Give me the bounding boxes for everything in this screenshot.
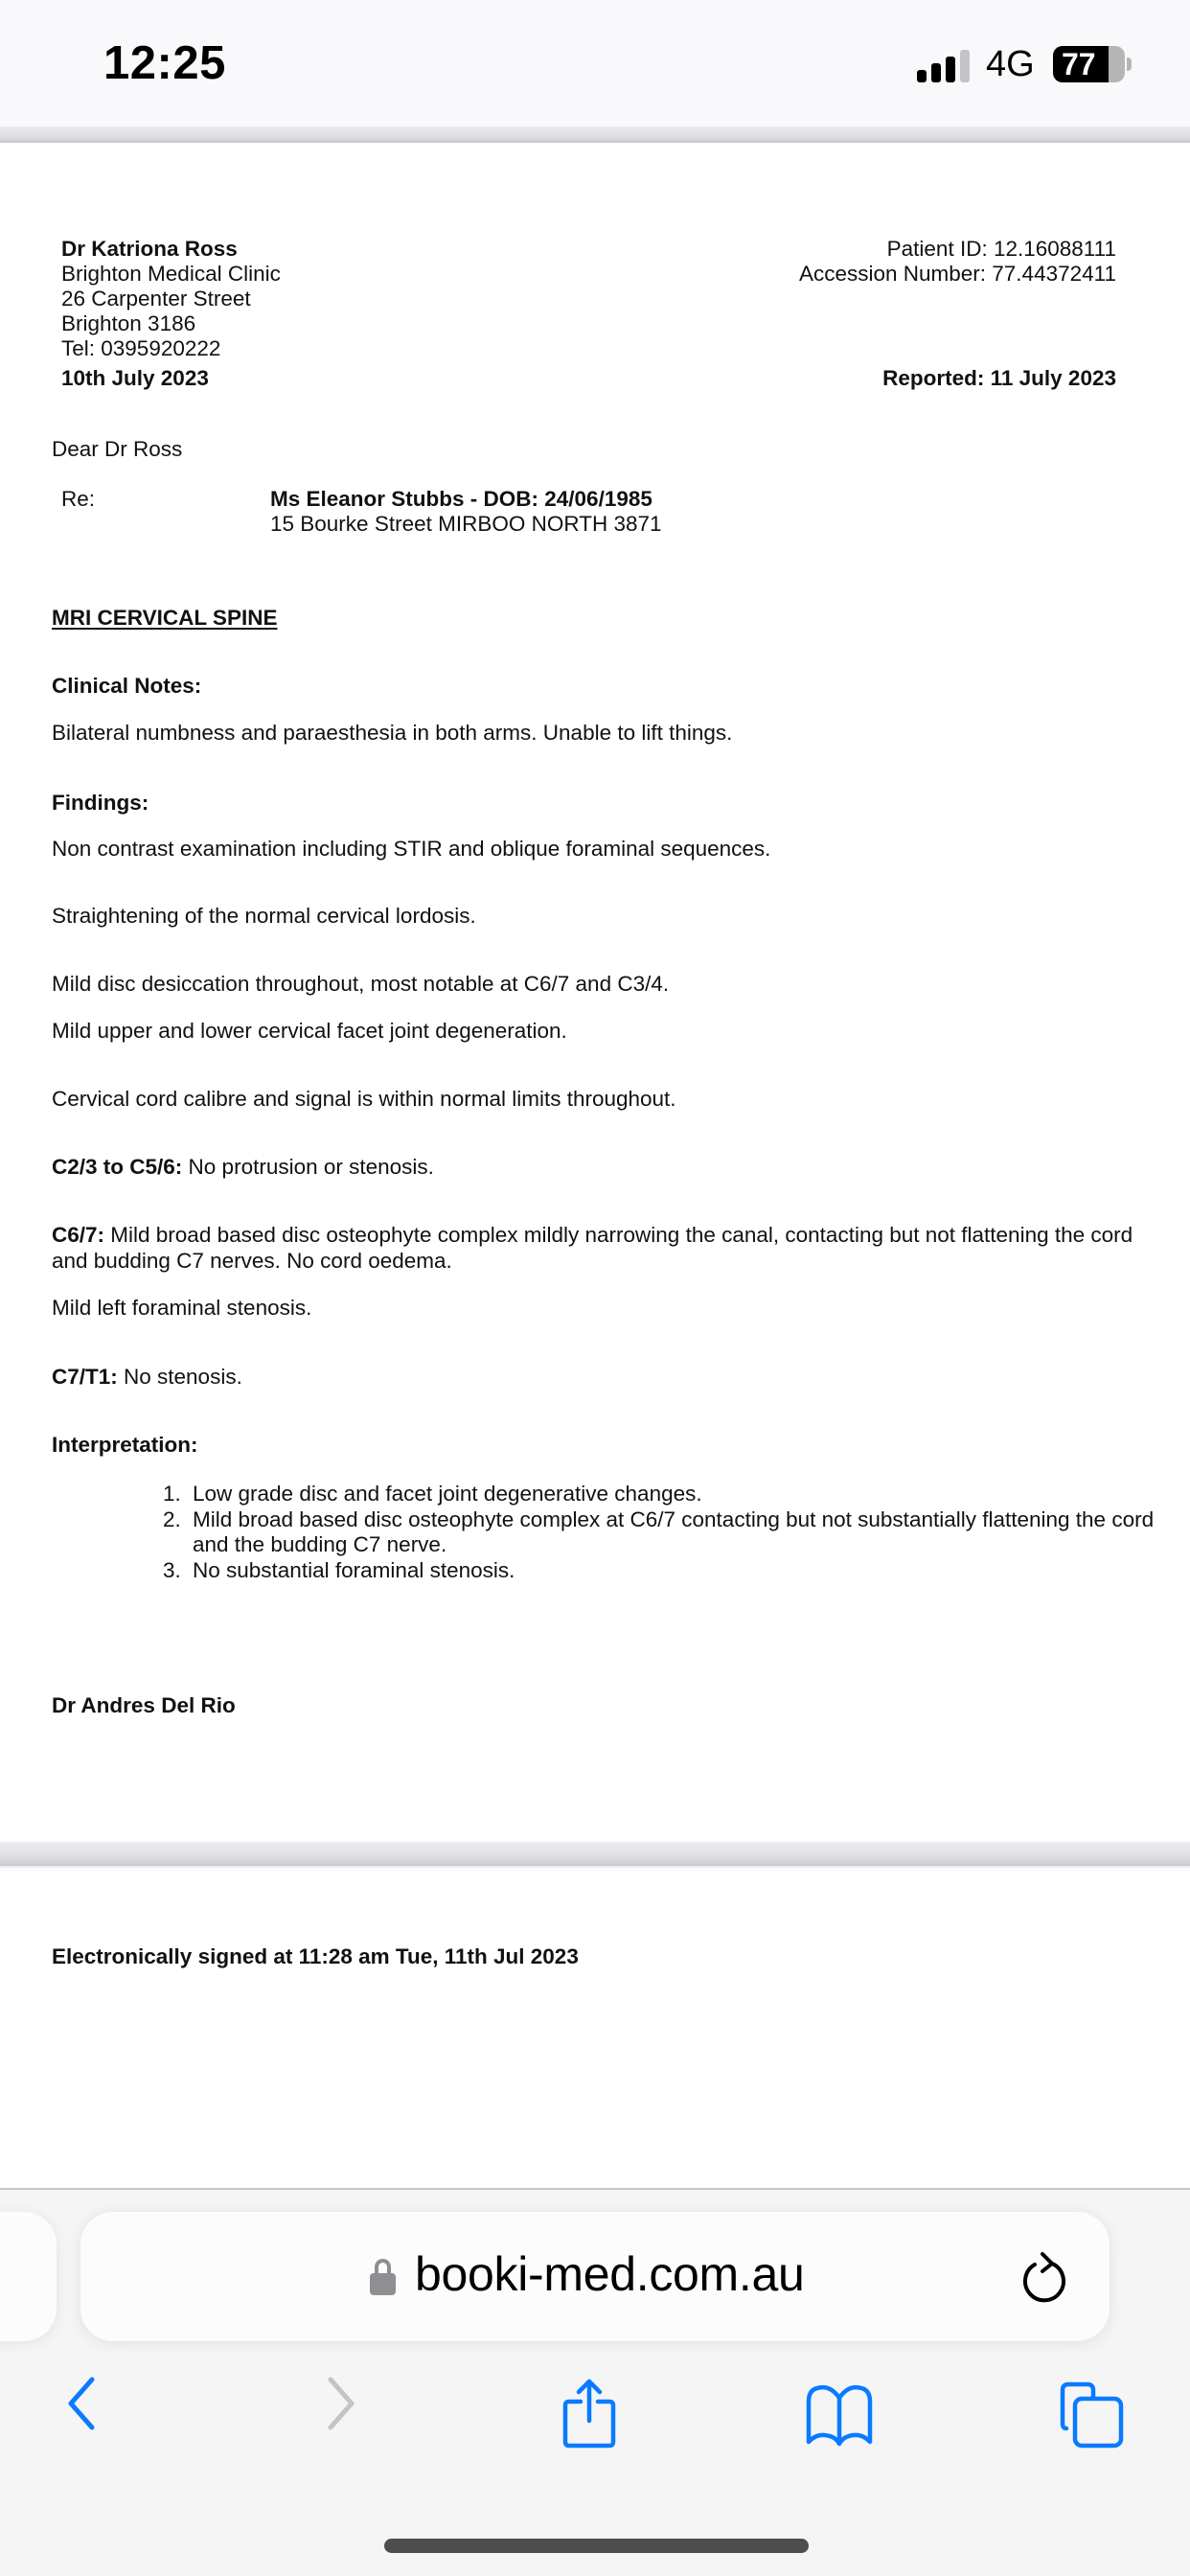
finding-facet: Mild upper and lower cervical facet joint degeneration.: [52, 1019, 567, 1043]
lock-icon: [370, 2259, 396, 2295]
patient-id: Patient ID: 12.16088111: [886, 237, 1116, 261]
electronic-signature: Electronically signed at 11:28 am Tue, 11th Jul 2023: [52, 1944, 579, 1968]
interpretation-item: [161, 1507, 1190, 1558]
accession-number: Accession Number: 77.44372411: [798, 262, 1116, 286]
item-number: 1.: [163, 1482, 181, 1506]
level-label: C6/7:: [52, 1223, 105, 1247]
signal-bar: [946, 57, 955, 82]
level-label: C2/3 to C5/6:: [52, 1155, 183, 1179]
recipient-clinic: Brighton Medical Clinic: [61, 262, 281, 286]
signal-bar: [960, 50, 970, 82]
interpretation-item: [161, 1482, 1190, 1507]
finding-technique: Non contrast examination including STIR and oblique foraminal sequences.: [52, 837, 771, 861]
salutation: Dear Dr Ross: [52, 437, 183, 461]
finding-c67-continued: and budding C7 nerves. No cord oedema.: [52, 1249, 452, 1273]
recipient-name: Dr Katriona Ross: [61, 237, 238, 261]
signatory-name: Dr Andres Del Rio: [52, 1693, 236, 1717]
page-separator: [0, 126, 1190, 143]
status-bar: [0, 0, 1190, 128]
level-label: C7/T1:: [52, 1365, 118, 1389]
item-text: No substantial foraminal stenosis.: [193, 1557, 515, 1582]
home-indicator[interactable]: [384, 2539, 809, 2553]
chevron-left-icon[interactable]: [61, 2375, 100, 2432]
battery-icon: [1053, 46, 1125, 82]
reported-date: Reported: 11 July 2023: [882, 366, 1116, 390]
cellular-signal-icon: [917, 50, 971, 82]
recipient-street: 26 Carpenter Street: [61, 287, 251, 310]
previous-tab-pill[interactable]: [0, 2212, 57, 2341]
status-time: 12:25: [103, 37, 226, 89]
tabs-icon[interactable]: [1059, 2380, 1126, 2450]
finding-disc: Mild disc desiccation throughout, most notable at C6/7 and C3/4.: [52, 972, 670, 996]
battery-tip: [1127, 58, 1132, 71]
interpretation-item: [161, 1558, 1190, 1584]
page-separator: [0, 1841, 1190, 1868]
interpretation-list: [161, 1482, 1190, 1583]
finding-c67: [52, 1223, 1133, 1248]
finding-alignment: Straightening of the normal cervical lordosis.: [52, 904, 476, 928]
item-number: 3.: [163, 1557, 181, 1582]
study-title: MRI CERVICAL SPINE: [52, 606, 278, 630]
chevron-right-icon[interactable]: [323, 2375, 361, 2432]
signal-bar: [931, 63, 941, 82]
level-text: No stenosis.: [117, 1365, 242, 1389]
signal-bar: [917, 70, 927, 82]
interpretation-heading: Interpretation:: [52, 1433, 198, 1457]
finding-cord: Cervical cord calibre and signal is within normal limits throughout.: [52, 1087, 676, 1111]
recipient-tel: Tel: 0395920222: [61, 336, 221, 360]
recipient-suburb: Brighton 3186: [61, 311, 196, 335]
finding-c23-c56: [52, 1155, 434, 1180]
level-text: No protrusion or stenosis.: [182, 1155, 434, 1179]
reload-icon[interactable]: [1018, 2250, 1071, 2308]
network-type: 4G: [986, 44, 1035, 84]
patient-name-dob: Ms Eleanor Stubbs - DOB: 24/06/1985: [270, 487, 652, 511]
book-icon[interactable]: [804, 2384, 875, 2448]
letter-date: 10th July 2023: [61, 366, 209, 390]
share-icon[interactable]: [560, 2377, 619, 2450]
patient-address: 15 Bourke Street MIRBOO NORTH 3871: [270, 512, 662, 536]
re-label: Re:: [61, 487, 96, 511]
level-text: Mild broad based disc osteophyte complex mildly narrowing the canal, contacting but not flattening the cord: [104, 1223, 1133, 1247]
url-text[interactable]: booki-med.com.au: [415, 2247, 805, 2301]
item-text: Mild broad based disc osteophyte complex at C6/7 contacting but not substantially flattening the cord and the budding C7 nerve.: [193, 1506, 1155, 1556]
item-text: Low grade disc and facet joint degenerative changes.: [193, 1482, 702, 1506]
battery-percent: 77: [1062, 47, 1096, 81]
findings-heading: Findings:: [52, 791, 149, 815]
finding-c67-foraminal: Mild left foraminal stenosis.: [52, 1296, 312, 1320]
item-number: 2.: [163, 1506, 181, 1531]
clinical-notes-text: Bilateral numbness and paraesthesia in both arms. Unable to lift things.: [52, 721, 733, 745]
finding-c7t1: [52, 1365, 242, 1390]
clinical-notes-heading: Clinical Notes:: [52, 674, 202, 698]
